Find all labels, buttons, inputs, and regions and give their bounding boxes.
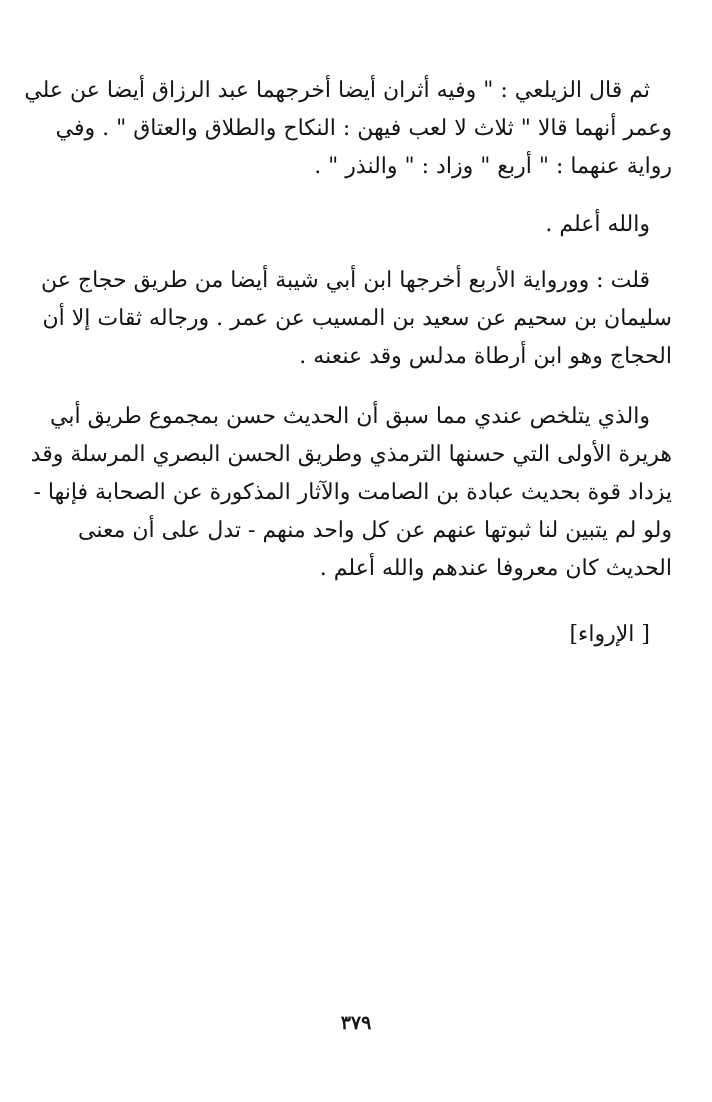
text-line: قلت : وورواية الأربع أخرجها ابن أبي شيبة أيضا من طريق حجاج عن <box>41 268 650 293</box>
text-line: سليمان بن سحيم عن سعيد بن المسيب عن عمر . ورجاله ثقات إلا أن <box>42 306 672 331</box>
text-line: رواية عنهما : " أربع " وزاد : " والنذر " . <box>314 154 672 179</box>
paragraph-allah-alam <box>40 206 672 244</box>
text-line: الحجاج وهو ابن أرطاة مدلس وقد عنعنه . <box>299 344 672 369</box>
text-line: ثم قال الزيلعي : " وفيه أثران أيضا أخرجهما عبد الرزاق أيضا عن علي <box>24 78 650 103</box>
paragraph-conclusion <box>30 398 672 588</box>
text-line: وعمر أنهما قالا " ثلاث لا لعب فيهن : النكاح والطلاق والعتاق " . وفي <box>55 116 672 141</box>
text-line: يزداد قوة بحديث عبادة بن الصامت والآثار المذكورة عن الصحابة فإنها - <box>33 480 672 505</box>
text-line: الحديث كان معروفا عندهم والله أعلم . <box>319 556 672 581</box>
paragraph-qultu <box>40 262 672 376</box>
text-line: والذي يتلخص عندي مما سبق أن الحديث حسن بمجموع طريق أبي <box>50 404 650 429</box>
text-line: ولو لم يتبين لنا ثبوتها عنهم عن كل واحد منهم - تدل على أن معنى <box>78 518 672 543</box>
text-line: [ الإرواء] <box>569 622 650 647</box>
source-reference <box>40 616 672 654</box>
paragraph-zaylai-quote <box>24 72 672 186</box>
text-line: والله أعلم . <box>545 212 650 237</box>
text-line: هريرة الأولى التي حسنها الترمذي وطريق الحسن البصري المرسلة وقد <box>30 442 672 467</box>
page-number: ٣٧٩ <box>340 1012 372 1034</box>
